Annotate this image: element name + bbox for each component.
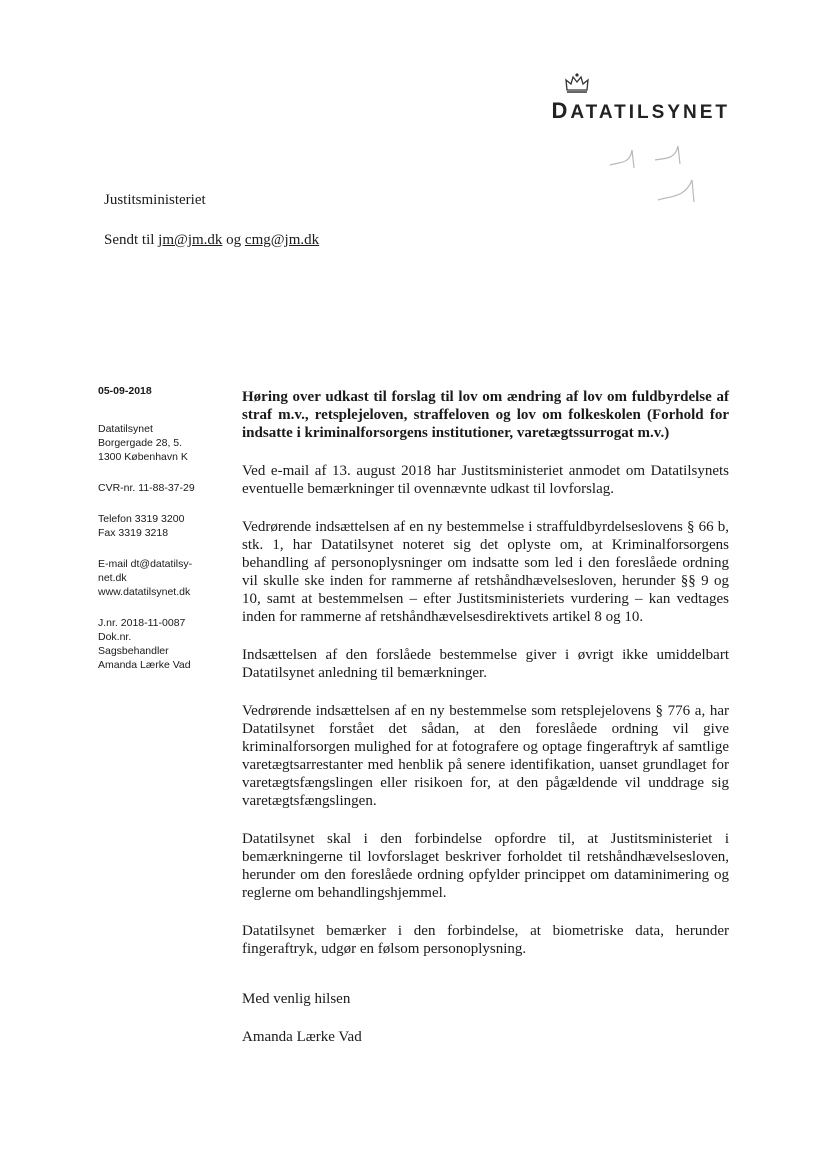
- paragraph: Datatilsynet bemærker i den forbindelse, at biometriske data, herunder fingeraftryk, udgør en følsom personoplysning.: [242, 923, 729, 957]
- datatilsynet-logo: [510, 72, 730, 124]
- paragraph: Vedrørende indsættelsen af en ny bestemmelse i straffuldbyrdelseslovens § 66 b, stk. 1, har Datatilsynet noteret sig det oplyste om, at Kriminalforsorgens behandling af personoplysninger om indsatte som led i den foreslåede ordning vil skulle ske inden for rammerne af retshåndhævelsesloven, herunder §§ 9 og 10, samt at bestemmelsen – efter Justitsministeriets vurdering – kan vedtages inden for rammerne af retshåndhævelsesdirektivets artikel 8 og 10.: [242, 519, 729, 625]
- website[interactable]: www.datatilsynet.dk: [98, 586, 191, 598]
- sender-sidebar: [98, 384, 223, 689]
- sent-prefix: Sendt til: [104, 232, 159, 248]
- letter-subject: Høring over udkast til forslag til lov om ændring af lov om fuldbyrdelse af straf m.v., retsplejeloven, straffeloven og lov om folkeskolen (Forhold for indsatte i kriminalforsorgens institutioner, varetægtssurrogat m.v.): [242, 389, 729, 441]
- brand-name: [510, 98, 730, 124]
- email-line-1: E-mail dt@datatilsy-: [98, 558, 193, 570]
- email-line-2: net.dk: [98, 572, 127, 584]
- letter-date: 05-09-2018: [98, 385, 152, 397]
- letter-body: [242, 388, 729, 1046]
- email-link-1[interactable]: jm@jm.dk: [158, 232, 223, 248]
- cvr-block: [98, 481, 223, 495]
- case-handler-name: Amanda Lærke Vad: [98, 659, 191, 671]
- paragraph: Datatilsynet skal i den forbindelse opfordre til, at Justitsministeriet i bemærkningerne til lovforslaget beskriver forholdet til retshåndhævelsesloven, herunder om den foreslåede ordning opfylder princippet om dataminimering og reglerne om behandlingshjemmel.: [242, 831, 729, 901]
- paragraph: Indsættelsen af den forslåede bestemmelse giver i øvrigt ikke umiddelbart Datatilsynet anledning til bemærkninger.: [242, 647, 729, 681]
- signer-name: Amanda Lærke Vad: [242, 1029, 362, 1045]
- sent-connector: og: [222, 232, 245, 248]
- city: 1300 København K: [98, 451, 188, 463]
- recipient-name: Justitsministeriet: [104, 192, 206, 208]
- phone: Telefon 3319 3200: [98, 513, 185, 525]
- email-link-2[interactable]: cmg@jm.dk: [244, 232, 320, 248]
- crown-icon: [564, 72, 590, 94]
- org-name: Datatilsynet: [98, 423, 153, 435]
- case-handler-label: Sagsbehandler: [98, 645, 169, 657]
- document-number: Dok.nr.: [98, 631, 132, 643]
- paragraph: Ved e-mail af 13. august 2018 har Justitsministeriet anmodet om Datatilsynets eventuelle bemærkninger til ovennævnte udkast til lovforslag.: [242, 463, 729, 497]
- handwritten-initials-mark: [600, 140, 710, 210]
- reference-block: [98, 616, 223, 672]
- fax: Fax 3319 3218: [98, 527, 169, 539]
- brand-rest: ATATILSYNET: [570, 102, 730, 123]
- brand-initial: D: [551, 98, 571, 123]
- journal-number: J.nr. 2018-11-0087: [98, 617, 186, 629]
- paragraph: Vedrørende indsættelsen af en ny bestemmelse som retsplejelovens § 776 a, har Datatilsynet forstået det sådan, at den foreslåede ordning vil give kriminalforsorgen mulighed for at fotografere og optage fingeraftryk af samtlige varetægtsarrestanter med henblik på senere identifikation, uanset grundlaget for varetægtsfængslingen eller risikoen for, at den pågældende vil unddrage sig varetægtsfængslingen.: [242, 703, 729, 809]
- closing-greeting: Med venlig hilsen: [242, 991, 351, 1007]
- contact-block: [98, 557, 223, 599]
- address-block: [98, 422, 223, 464]
- phone-block: [98, 512, 223, 540]
- street: Borgergade 28, 5.: [98, 437, 183, 449]
- sent-to-line: [104, 232, 319, 249]
- cvr-number: CVR-nr. 11-88-37-29: [98, 482, 195, 494]
